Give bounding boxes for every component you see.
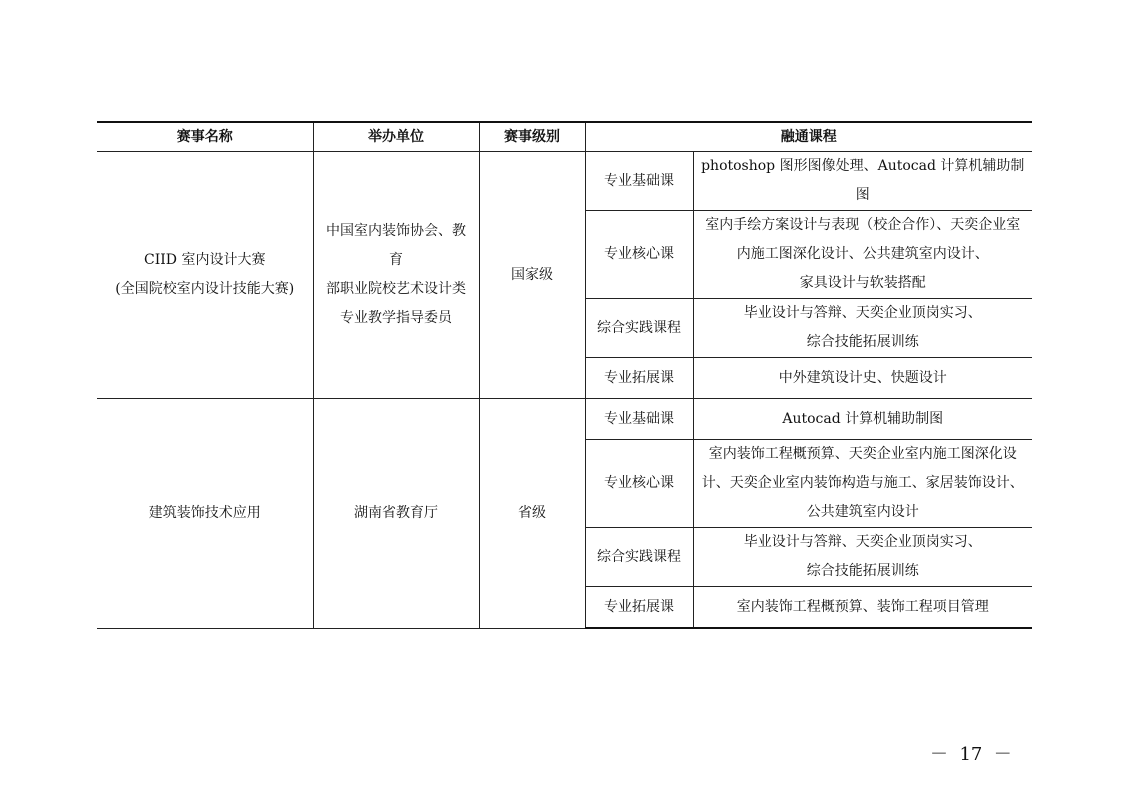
course-category-cell: 专业核心课 (585, 211, 693, 299)
course-content-cell (693, 358, 1032, 399)
course-content-line: 中外建筑设计史、快题设计 (778, 369, 947, 386)
course-content-line: 室内装饰工程概预算、装饰工程项目管理 (736, 598, 989, 615)
course-content-line: photoshop 图形图像处理、Autocad 计算机辅助制图 (701, 158, 1025, 203)
course-content-cell (693, 299, 1032, 358)
competition-name-cell (97, 152, 313, 399)
course-content-line: 家具设计与软装搭配 (799, 275, 926, 291)
course-content-line: 公共建筑室内设计 (806, 504, 919, 520)
course-content-cell (693, 587, 1032, 629)
header-competition-name: 赛事名称 (97, 122, 313, 152)
competition-name-line: 建筑装饰技术应用 (148, 504, 261, 521)
course-content-line: 毕业设计与答辩、天奕企业顶岗实习、 (743, 534, 982, 550)
organizer-line: 专业教学指导委员 (340, 310, 452, 326)
course-content-cell (693, 528, 1032, 587)
course-content-line: 室内手绘方案设计与表现（校企合作）、天奕企业室 (705, 217, 1021, 233)
header-integrated-courses: 融通课程 (585, 122, 1032, 152)
organizer-line: 湖南省教育厅 (354, 504, 438, 521)
course-content-line: 综合技能拓展训练 (806, 334, 919, 350)
course-content-cell (693, 440, 1032, 528)
organizer-line: 部职业院校艺术设计类 (326, 281, 466, 297)
header-organizer: 举办单位 (313, 122, 479, 152)
course-content-line: 毕业设计与答辩、天奕企业顶岗实习、 (743, 305, 982, 321)
table-row (97, 399, 1032, 440)
course-category-cell: 专业基础课 (585, 152, 693, 211)
course-content-line: 室内装饰工程概预算、天奕企业室内施工图深化设 (708, 446, 1017, 462)
course-category-cell: 专业基础课 (585, 399, 693, 440)
course-content-line: 计、天奕企业室内装饰构造与施工、家居装饰设计、 (701, 475, 1024, 491)
course-content-line: 综合技能拓展训练 (806, 563, 919, 579)
course-category-cell: 专业核心课 (585, 440, 693, 528)
organizer-line: 中国室内装饰协会、教育 (326, 223, 466, 268)
course-category-cell: 专业拓展课 (585, 587, 693, 629)
course-category-cell: 专业拓展课 (585, 358, 693, 399)
course-content-line: Autocad 计算机辅助制图 (782, 410, 944, 427)
course-category-cell: 综合实践课程 (585, 528, 693, 587)
header-level: 赛事级别 (479, 122, 585, 152)
competition-name-line: (全国院校室内设计技能大赛) (115, 281, 295, 297)
table-row (97, 152, 1032, 211)
page-number: － 17 － (930, 744, 1012, 765)
competition-course-table (97, 121, 1032, 629)
course-category-cell: 综合实践课程 (585, 299, 693, 358)
organizer-cell (313, 152, 479, 399)
level-cell: 省级 (479, 399, 585, 629)
organizer-cell (313, 399, 479, 629)
level-cell: 国家级 (479, 152, 585, 399)
course-content-cell (693, 211, 1032, 299)
competition-name-cell (97, 399, 313, 629)
header-row (97, 122, 1032, 152)
course-content-line: 内施工图深化设计、公共建筑室内设计、 (736, 246, 989, 262)
course-content-cell (693, 399, 1032, 440)
course-content-cell (693, 152, 1032, 211)
competition-name-line: CIID 室内设计大赛 (144, 252, 266, 268)
